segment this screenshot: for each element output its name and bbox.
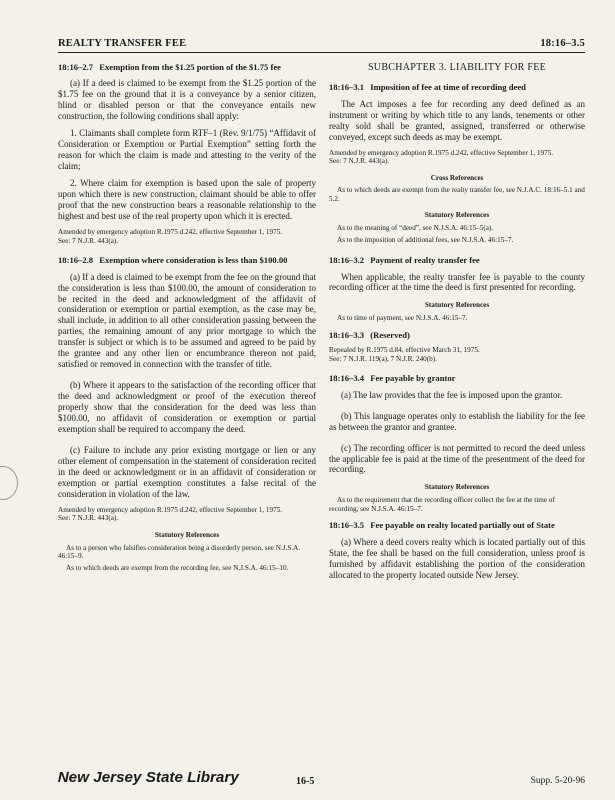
paragraph: (a) If a deed is claimed to be exempt from the fee on the ground that the consideration is less than $100.00, the amount of consideration to be recited in the deed and acknowledgment of the affidavit of consideration or exemption or partial exemption, as the case may be, shall include, in addition to all other consideration passing between the parties, the remaining amount of any prior mortgage to which the transfer is subject or which is to be assumed and agreed to be paid by the grantee and any other lien or encumbrance thereon not paid, satisfied or removed in connection with the transfer of title. — [58, 271, 316, 370]
section-heading-3-2: 18:16–3.2 Payment of realty transfer fee — [329, 255, 480, 266]
reference-item: As to a person who falsifies consideration being a disorderly person, see N.J.S.A. 46:15–9. — [58, 543, 301, 561]
statutory-references-heading: Statutory References — [424, 301, 490, 310]
supplement-date: Supp. 5-20-96 — [530, 776, 585, 786]
paragraph: The Act imposes a fee for recording any deed defined as an instrument or writing by which title to any lands, tenements or other realty sold shall be granted, assigned, transferred or otherwise conveyed, except such deeds as may be exempt. — [329, 98, 585, 142]
paragraph: (b) Where it appears to the satisfaction of the recording officer that the deed and acknowledgment or proof of the execution thereof properly show that the consideration for the deed was less than $100.00, no affidavit of consideration or exemption or partial exemption shall be required to accompany the deed. — [58, 380, 316, 435]
header-section-range: 18:16–3.5 — [540, 38, 585, 49]
right-column — [329, 62, 585, 587]
subchapter-title: SUBCHAPTER 3. LIABILITY FOR FEE — [367, 62, 547, 73]
cross-references-heading: Cross References — [430, 173, 484, 182]
paragraph: (b) This language operates only to establish the liability for the fee as between the grantor and grantee. — [329, 410, 585, 432]
left-column — [58, 62, 316, 575]
header-title: REALTY TRANSFER FEE — [58, 38, 187, 49]
reference-item: As to time of payment, see N.J.S.A. 46:15–7. — [337, 314, 468, 323]
section-heading-3-3: 18:16–3.3 (Reserved) — [329, 329, 410, 340]
reference-item: As to the requirement that the recording officer collect the fee at the time of recording, see N.J.S.A. 46:15–7. — [329, 496, 555, 513]
paragraph: 1. Claimants shall complete form RTF–1 (Rev. 9/1/75) “Affidavit of Consideration or Exemption or Partial Exemption” setting forth the reason for which the claim is made and attesting to the verity of the claim; — [58, 128, 316, 172]
paragraph: (a) The law provides that the fee is imposed upon the grantor. — [341, 389, 563, 400]
header-rule — [58, 52, 585, 53]
reference-item: As to the meaning of “deed”, see N.J.S.A. 46:15–5(a). — [337, 224, 494, 233]
section-heading-2-8: 18:16–2.8 Exemption where consideration is less than $100.00 — [58, 255, 288, 266]
amendment-note: Amended by emergency adoption R.1975 d.242, effective September 1, 1975. See: 7 N.J.R. 443(a). — [58, 228, 283, 245]
library-stamp-logo: New Jersey State Library — [57, 770, 239, 786]
running-header — [58, 38, 585, 52]
repeal-note: Repealed by R.1975 d.84, effective March 31, 1975. See: 7 N.J.R. 119(a), 7 N.J.R. 240(b). — [329, 346, 480, 363]
section-heading-3-5: 18:16–3.5 Fee payable on realty located partially out of State — [329, 520, 555, 531]
paragraph: 2. Where claim for exemption is based upon the sale of property upon which there is new construction, claimant should be able to offer proof that the new construction bears a reasonable relationship to the highest and best use of the real property upon which it is erected. — [58, 178, 316, 222]
statutory-references-heading: Statutory References — [424, 483, 490, 492]
reference-item: As to the imposition of additional fees, see N.J.S.A. 46:15–7. — [337, 235, 514, 244]
section-heading-2-7: 18:16–2.7 Exemption from the $1.25 portion of the $1.75 fee — [58, 62, 281, 72]
reference-item: As to which deeds are exempt from the recording fee, see N.J.S.A. 46:15–10. — [66, 563, 289, 572]
paragraph: (a) Where a deed covers realty which is located partially out of this State, the fee shall be based on the full consideration, unless proof is furnished by affidavit establishing the portion of the consideration allocated to the property located outside New Jersey. — [329, 536, 585, 580]
paragraph: (c) The recording officer is not permitted to record the deed unless the applicable fee is paid at the time of the presentment of the deed for recording. — [329, 442, 585, 475]
page-number: 16-5 — [296, 776, 315, 787]
section-heading-3-1: 18:16–3.1 Imposition of fee at time of recording deed — [329, 82, 526, 93]
amendment-note: Amended by emergency adoption R.1975 d.242, effective September 1, 1975. See: 7 N.J.R. 443(a). — [58, 505, 283, 523]
statutory-references-heading: Statutory References — [154, 530, 220, 539]
paragraph: (c) Failure to include any prior existing mortgage or lien or any other element of compensation in the statement of consideration recited in the deed or acknowledgment or in an affidavit of consideration or exemption or partial exemption constitutes a false recital of the consideration in violation of the law. — [58, 445, 316, 499]
binder-hole-mark — [0, 466, 18, 500]
paragraph: When applicable, the realty transfer fee is payable to the county recording officer at the time the deed is first presented for recording. — [329, 271, 585, 293]
paragraph: (a) If a deed is claimed to be exempt from the $1.25 portion of the $1.75 fee on the ground that it is a conveyance by a senior citizen, blind or disabled person or that the conveyance entails new construction, the following conditions shall apply: — [58, 78, 316, 122]
section-heading-3-4: 18:16–3.4 Fee payable by grantor — [329, 373, 456, 384]
amendment-note: Amended by emergency adoption R.1975 d.242, effective September 1, 1975. See: 7 N.J.R. 443(a). — [329, 148, 554, 166]
reference-item: As to which deeds are exempt from the realty transfer fee, see N.J.A.C. 18:16–5.1 and 5.2. — [329, 186, 585, 203]
statutory-references-heading: Statutory References — [424, 211, 490, 220]
